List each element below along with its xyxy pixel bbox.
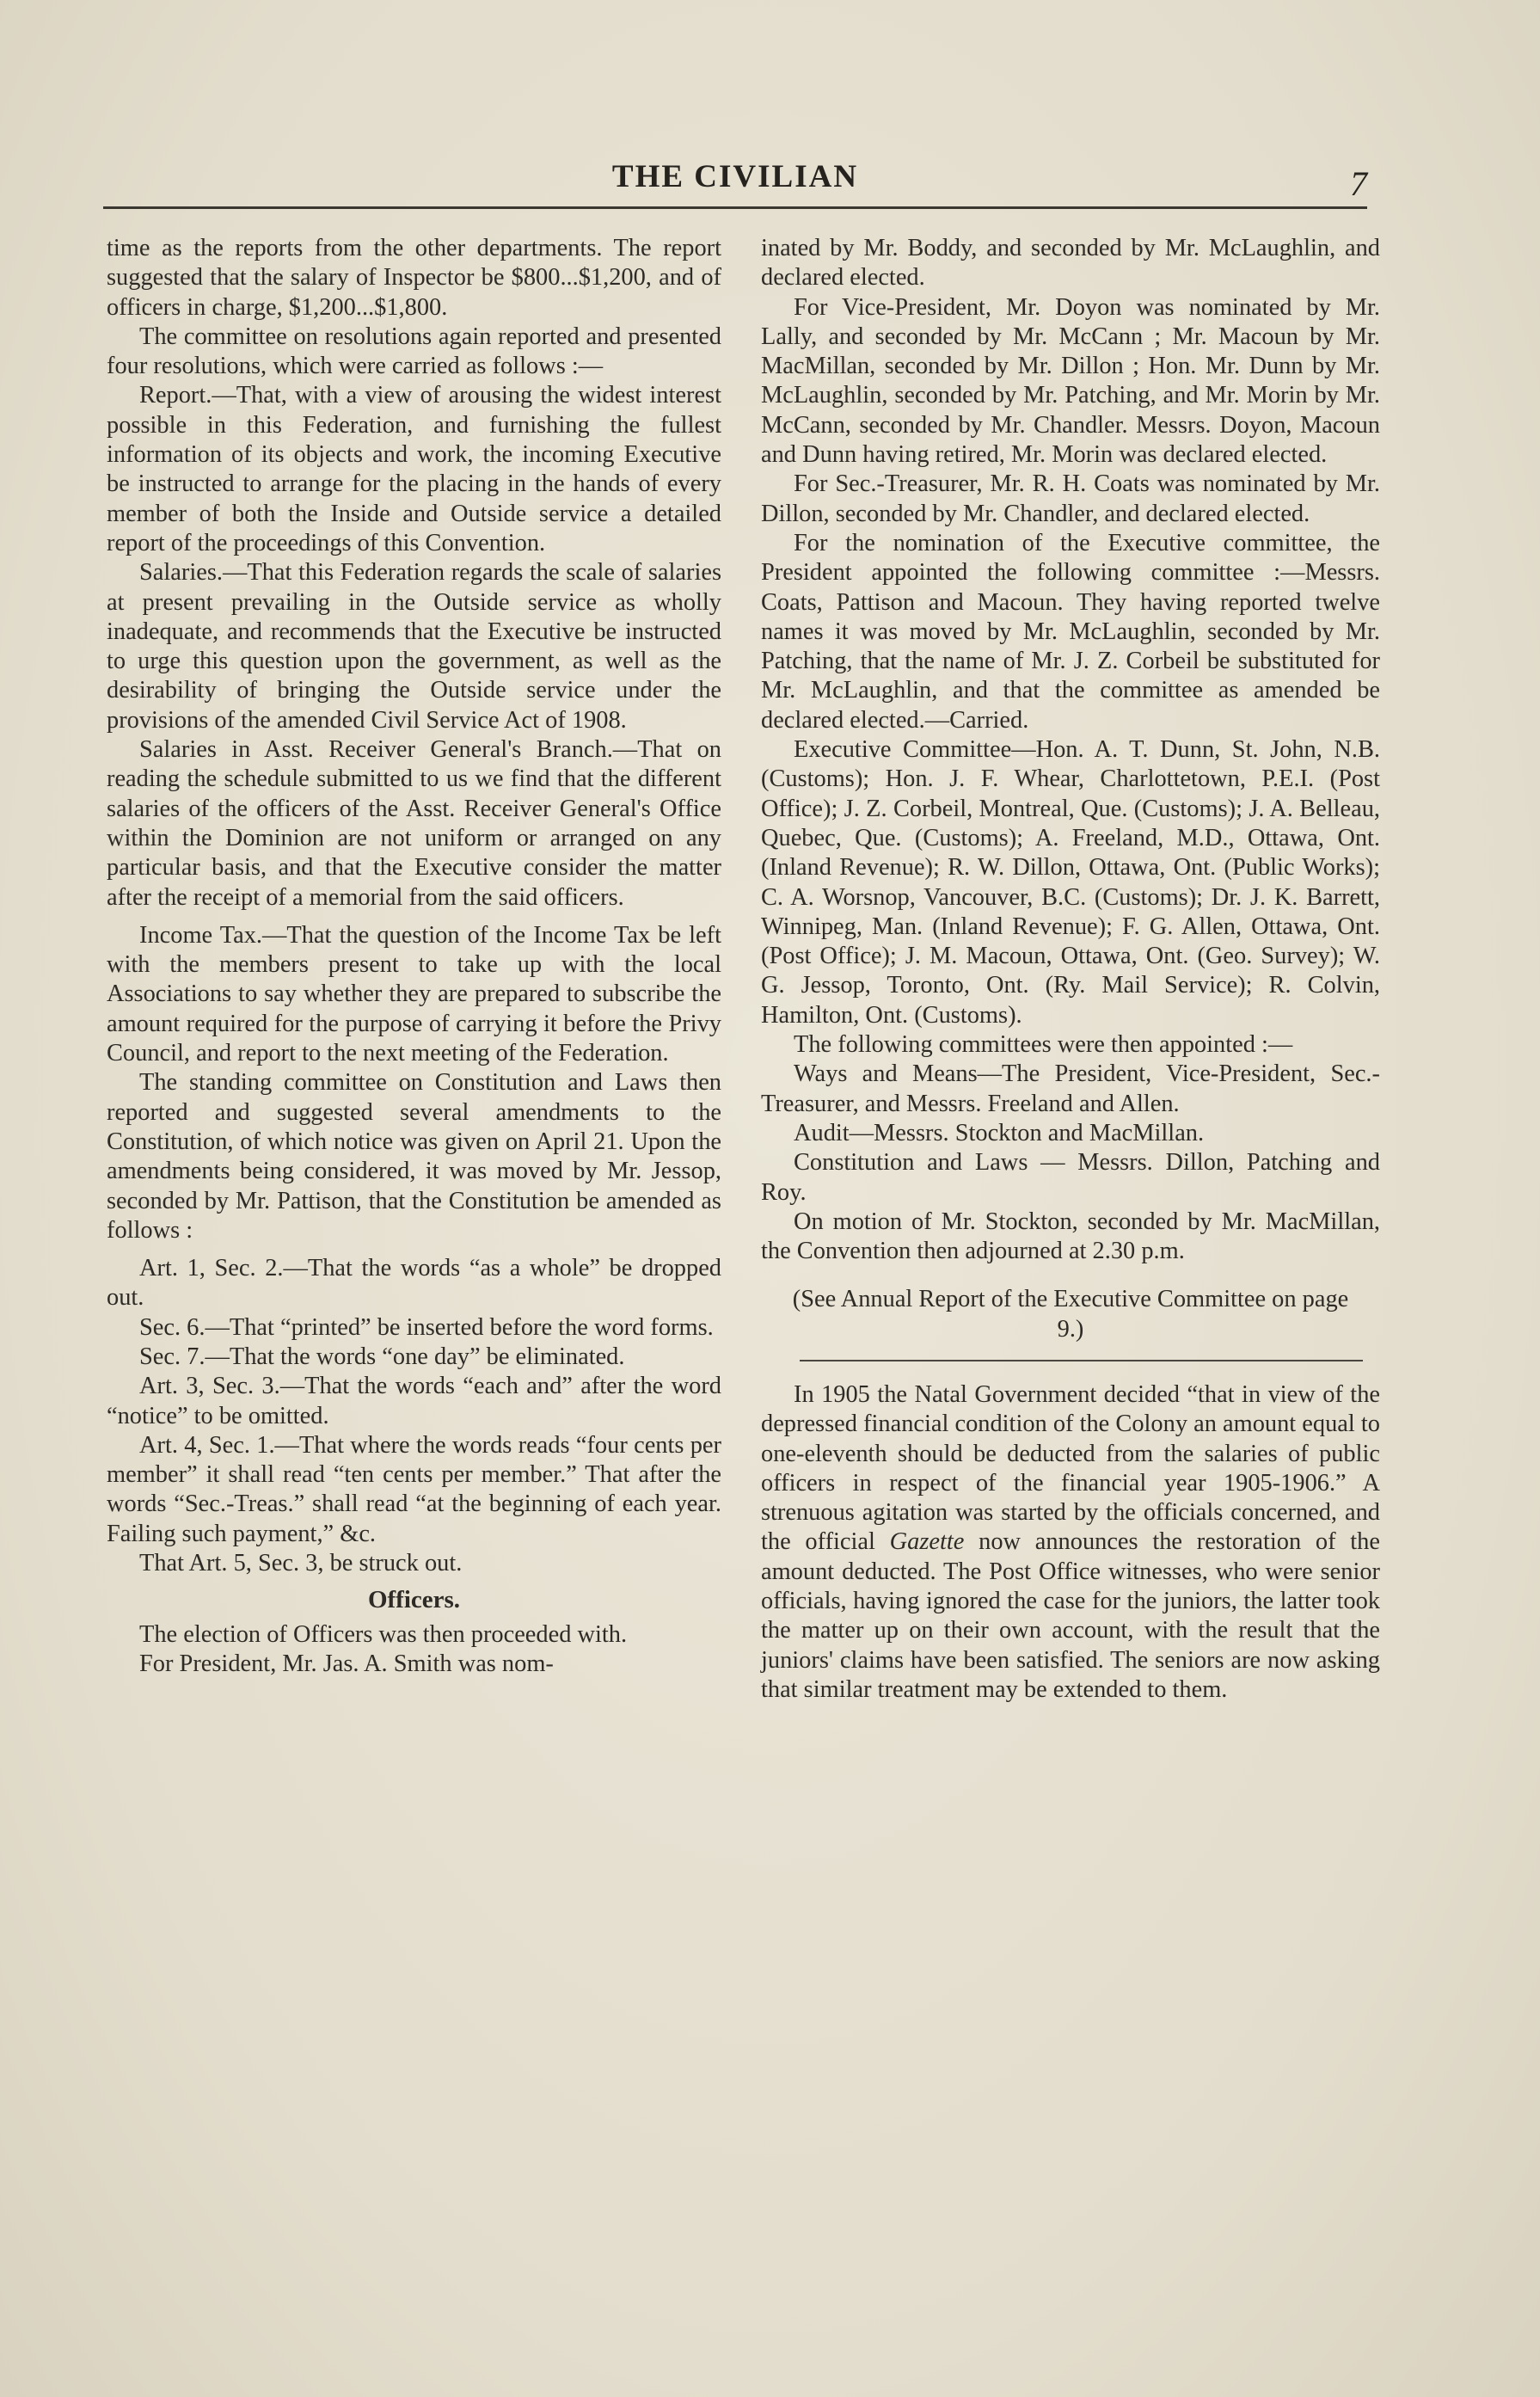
paragraph: The election of Officers was then proceeded with. [139,1620,628,1648]
natal-text-2: now announces the restoration of the amount deducted. The Post Office witnesses, who were senior officials, having ignored the case for the juniors, the latter took the matter up on their own account, with the result that the juniors' claims have been satisfied. The seniors are now asking that similar treatment may be extended to them. [761,1528,1380,1703]
paragraph: For President, Mr. Jas. A. Smith was nom- [139,1650,554,1677]
paragraph: For the nomination of the Executive committee, the President appointed the following committee :—Messrs. Coats, Pattison and Macoun. They having reported twelve names it was moved by Mr. McLaughlin, seconded by Mr. Patching, that the name of Mr. J. Z. Corbeil be substituted for Mr. McLaughlin, and that the committee as amended be declared elected.—Carried. [761,529,1380,734]
paragraph: Salaries in Asst. Receiver General's Branch.—That on reading the schedule submitted to us we find that the different salaries of the officers of the Asst. Receiver General's Office within the Dominion are not uniform or arranged on any particular basis, and that the Executive consider the matter after the receipt of a memorial from the said officers. [107,736,721,911]
natal-text-1: In 1905 the Natal Government decided “that in view of the depressed financial condition of the Colony an amount equal to one-eleventh should be deducted from the salaries of public officers in respect of the financial year 1905-1906.” A strenuous agitation was started by the officials concerned, and the official [761,1380,1380,1556]
paragraph: Income Tax.—That the question of the Income Tax be left with the members present to take up with the local Associations to say whether they are prepared to subscribe the amount required for the purpose of carrying it before the Privy Council, and report to the next meeting of the Federation. [107,921,721,1067]
gazette-italic: Gazette [889,1528,965,1556]
paragraph: Audit—Messrs. Stockton and MacMillan. [794,1119,1205,1146]
paragraph: For Sec.-Treasurer, Mr. R. H. Coats was nominated by Mr. Dillon, seconded by Mr. Chandler, and declared elected. [761,470,1380,527]
page-header [103,151,1367,203]
section-separator [800,1360,1363,1361]
natal-paragraph [761,1380,1380,1705]
left-paragraphs-after [107,1620,721,1680]
paragraph: Sec. 7.—That the words “one day” be eliminated. [139,1343,625,1370]
paragraph: Art. 4, Sec. 1.—That where the words reads “four cents per member” it shall read “ten cents per member.” That after the words “Sec.-Treas.” shall read “at the beginning of each year. Failing such payment,” &c. [107,1431,721,1547]
paragraph: Art. 3, Sec. 3.—That the words “each and” after the word “notice” to be omitted. [107,1373,721,1429]
page-number: 7 [1350,164,1367,203]
paragraph: For Vice-President, Mr. Doyon was nominated by Mr. Lally, and seconded by Mr. McCann ; Mr. Macoun by Mr. MacMillan, seconded by Mr. Dillon ; Hon. Mr. Dunn by Mr. McLaughlin, seconded by Mr. Patching, and Mr. Morin by Mr. McCann, seconded by Mr. Chandler. Messrs. Doyon, Macoun and Dunn having retired, Mr. Morin was declared elected. [761,293,1380,469]
paragraph: Executive Committee—Hon. A. T. Dunn, St. John, N.B. (Customs); Hon. J. F. Whear, Charlottetown, P.E.I. (Post Office); J. Z. Corbeil, Montreal, Que. (Customs); J. A. Belleau, Quebec, Que. (Customs); A. Freeland, M.D., Ottawa, Ont. (Inland Revenue); R. W. Dillon, Ottawa, Ont. (Public Works); C. A. Worsnop, Vancouver, B.C. (Customs); Dr. J. K. Barrett, Winnipeg, Man. (Inland Revenue); F. G. Allen, Ottawa, Ont. (Post Office); J. M. Macoun, Ottawa, Ont. (Geo. Survey); W. G. Jessop, Toronto, Ont. (Ry. Mail Service); R. Colvin, Hamilton, Ont. (Customs). [761,736,1380,1029]
paragraph: Ways and Means—The President, Vice-President, Sec.-Treasurer, and Messrs. Freeland and Allen. [761,1060,1380,1117]
paragraph: That Art. 5, Sec. 3, be struck out. [139,1550,463,1577]
paragraph: The following committees were then appointed :— [794,1031,1293,1059]
publication-title: THE CIVILIAN [611,159,859,194]
paragraph: Report.—That, with a view of arousing the widest interest possible in this Federation, and furnishing the fullest information of its objects and work, the incoming Executive be instructed to arrange for the placing in the hands of every member of both the Inside and Outside service a detailed report of the proceedings of this Convention. [107,382,721,556]
paragraph: Sec. 6.—That “printed” be inserted before the word forms. [139,1313,714,1341]
left-paragraphs [107,234,721,1578]
paragraph: Constitution and Laws — Messrs. Dillon, Patching and Roy. [761,1149,1380,1206]
paragraph: Salaries.—That this Federation regards the scale of salaries at present prevailing in the Outside service as wholly inadequate, and recommends that the Executive be instructed to urge this question upon the government, as well as the desirability of bringing the Outside service under the provisions of the amended Civil Service Act of 1908. [107,559,721,734]
right-paragraphs [761,234,1380,1266]
paragraph: The standing committee on Constitution and Laws then reported and suggested several amendments to the Constitution, of which notice was given on April 21. Upon the amendments being considered, it was moved by Mr. Jessop, seconded by Mr. Pattison, that the Constitution be amended as follows : [107,1069,721,1244]
annual-report-note: (See Annual Report of the Executive Committee on page 9.) [792,1286,1349,1343]
paragraph: time as the reports from the other departments. The report suggested that the salary of Inspector be $800...$1,200, and of officers in charge, $1,200...$1,800. [107,235,721,321]
paragraph: Art. 1, Sec. 2.—That the words “as a whole” be dropped out. [107,1255,721,1312]
left-column [107,234,721,1679]
right-column [761,234,1380,1705]
paragraph: On motion of Mr. Stockton, seconded by Mr. MacMillan, the Convention then adjourned at 2.30 p.m. [761,1208,1380,1265]
header-rule [103,206,1367,209]
paragraph: The committee on resolutions again reported and presented four resolutions, which were carried as follows :— [107,323,721,380]
officers-heading: Officers. [367,1586,461,1614]
paragraph: inated by Mr. Boddy, and seconded by Mr. McLaughlin, and declared elected. [761,235,1380,292]
